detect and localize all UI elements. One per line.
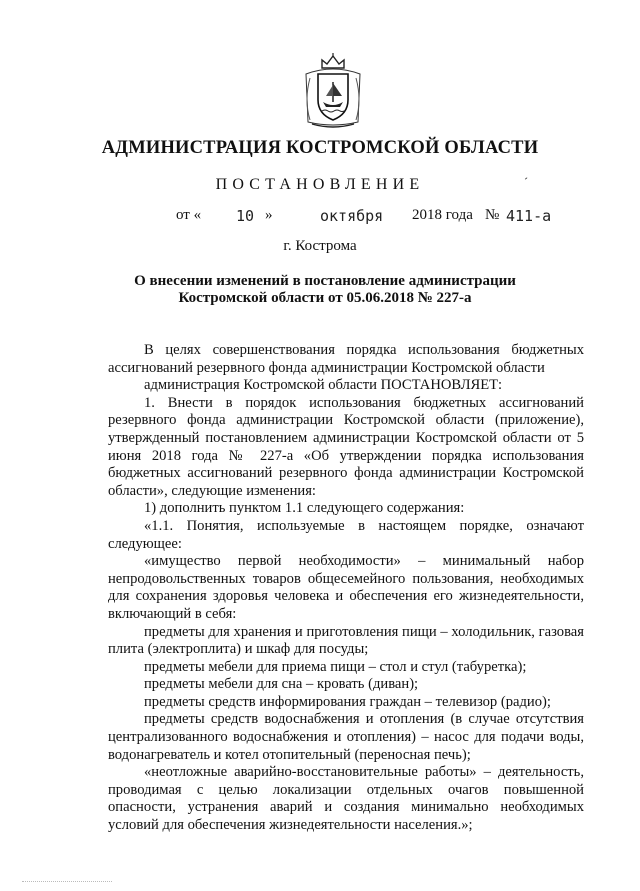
date-close-quote: »: [265, 207, 273, 223]
body-paragraph: 1) дополнить пунктом 1.1 следующего содержания:: [144, 500, 465, 517]
date-prefix: от «: [176, 207, 202, 223]
organization-name: АДМИНИСТРАЦИЯ КОСТРОМСКОЙ ОБЛАСТИ: [101, 138, 539, 158]
body-paragraph: «имущество первой необходимости» – минимальный набор непродовольственных товаров общесемейного пользования, необходимых для сохранения здоровья человека и обеспечения его жизнедеятельности, включающий в себя:: [108, 553, 584, 622]
body-paragraph: «неотложные аварийно-восстановительные работы» – деятельность, проводимая с целью локализации отдельных очагов повышенной опасности, устранения аварий и создания минимально необходимых условий для обеспечения жизнедеятельности населения.»;: [108, 764, 584, 834]
document-type: ПОСТАНОВЛЕНИЕ: [215, 176, 425, 193]
body-paragraph: «1.1. Понятия, используемые в настоящем порядке, означают следующее:: [108, 517, 584, 552]
body-paragraph: В целях совершенствования порядка использования бюджетных ассигнований резервного фонда администрации Костромской области: [108, 342, 584, 376]
document-body: [108, 342, 584, 835]
footer-divider: [22, 881, 112, 882]
coat-of-arms-emblem: [298, 52, 368, 130]
city: г. Кострома: [283, 238, 357, 254]
body-paragraph: предметы мебели для сна – кровать (диван);: [144, 676, 419, 693]
body-paragraph: 1. Внести в порядок использования бюджетных ассигнований резервного фонда администрации Костромской области (приложение), утвержденный постановлением администрации Костромской области от 5 июня 2018 года № 227-а «Об утверждении порядка использования бюджетных ассигнований резервного фонда администрации Костромской области», следующие изменения:: [108, 394, 584, 499]
body-paragraph: предметы средств информирования граждан – телевизор (радио);: [144, 693, 551, 710]
document-subject: [110, 273, 540, 307]
pen-mark: ˊ: [524, 175, 528, 189]
body-paragraph: предметы средств водоснабжения и отопления (в случае отсутствия централизованного водоснабжения и отопления) – насос для подачи воды, водонагреватель и котел отопительный (переносная печь);: [108, 711, 584, 763]
body-paragraph: администрация Костромской области ПОСТАНОВЛЯЕТ:: [144, 377, 503, 394]
document-number: 411-а: [506, 207, 552, 225]
date-month: октября: [320, 207, 384, 225]
subject-line: Костромской области от 05.06.2018 № 227-а: [178, 290, 472, 306]
date-day: 10: [236, 207, 255, 225]
number-label: №: [485, 207, 500, 223]
body-paragraph: предметы для хранения и приготовления пищи – холодильник, газовая плита (электроплита) и шкаф для посуды;: [108, 623, 584, 658]
subject-line: О внесении изменений в постановление администрации: [134, 273, 516, 289]
body-paragraph: предметы мебели для приема пищи – стол и стул (табуретка);: [144, 658, 527, 675]
date-year: 2018 года: [412, 207, 473, 223]
